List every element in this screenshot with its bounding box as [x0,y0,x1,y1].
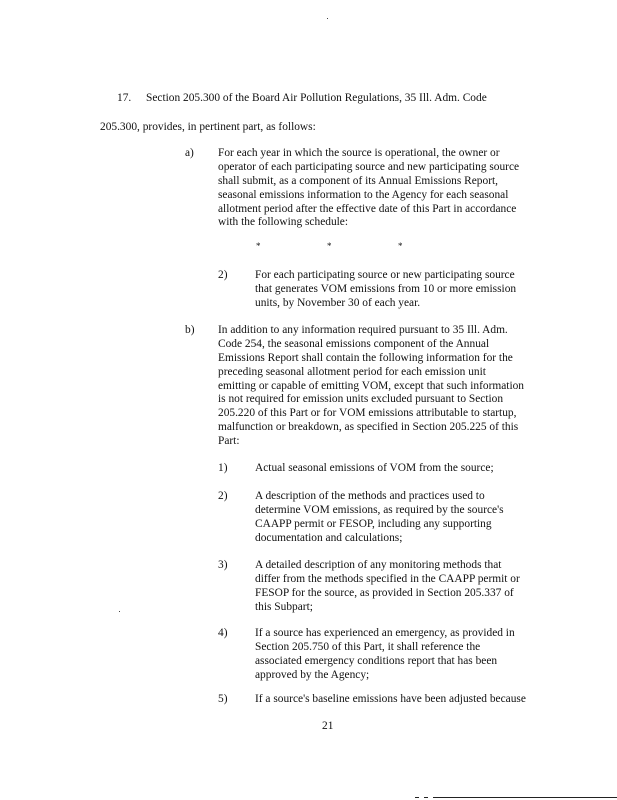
section-number: 17. [117,92,132,104]
text-line: units, by November 30 of each year. [255,296,421,309]
footer-rule [433,797,617,798]
text-line: A detailed description of any monitoring methods that [255,559,502,571]
text-line: differ from the methods specified in the CAAPP permit or [255,572,520,585]
footer-dash [424,797,428,798]
item-b2-text [255,490,504,546]
item-b-label: b) [185,324,195,336]
text-line: that generates VOM emissions from 10 or more emission [255,282,517,295]
text-line: allotment period after the effective date of this Part in accordance [218,202,517,215]
scan-speck [327,18,328,19]
text-line: Part: [218,435,240,448]
item-b3-label: 3) [218,559,228,571]
text-line: approved by the Agency; [255,668,370,681]
item-b3-text [255,559,520,615]
text-line: shall submit, as a component of its Annual Emissions Report, [218,174,498,187]
scan-speck [119,611,120,612]
ellipsis-star: * [327,241,332,251]
item-b4-label: 4) [218,627,228,639]
text-line: For each year in which the source is operational, the owner or [218,147,500,159]
section-continuation: 205.300, provides, in pertinent part, as follows: [100,121,316,133]
text-line: operator of each participating source and new participating source [218,160,520,173]
text-line: In addition to any information required pursuant to 35 Ill. Adm. [218,324,508,336]
text-line: documentation and calculations; [255,531,403,544]
text-line: A description of the methods and practices used to [255,490,485,502]
item-b5-text [255,693,526,707]
section-heading: Section 205.300 of the Board Air Pollution Regulations, 35 Ill. Adm. Code [146,92,487,104]
text-line: with the following schedule: [218,216,349,229]
item-b-text [218,324,524,449]
text-line: this Subpart; [255,600,313,613]
item-b1-text [255,462,494,476]
text-line: FESOP for the source, as provided in Section 205.337 of [255,586,514,599]
text-line: For each participating source or new participating source [255,269,515,281]
item-a2-label: 2) [218,269,228,281]
text-line: associated emergency conditions report that has been [255,654,498,667]
text-line: seasonal emissions information to the Agency for each seasonal [218,188,509,201]
item-b1-label: 1) [218,462,228,474]
item-b2-label: 2) [218,490,228,502]
ellipsis-star: * [398,241,403,251]
text-line: preceding seasonal allotment period for each emission unit [218,365,486,378]
text-line: malfunction or breakdown, as specified in Section 205.225 of this [218,421,519,434]
item-a2-text [255,269,516,311]
text-line: emitting or capable of emitting VOM, except that such information [218,379,524,392]
text-line: Emissions Report shall contain the following information for the [218,351,513,364]
item-a-label: a) [185,147,194,159]
footer-dash [415,797,419,798]
text-line: determine VOM emissions, as required by the source's [255,503,504,516]
text-line: 205.220 of this Part or for VOM emissions attributable to startup, [218,407,517,420]
item-b5-label: 5) [218,693,228,705]
item-a-text [218,147,519,230]
text-line: Actual seasonal emissions of VOM from the source; [255,462,494,474]
item-b4-text [255,627,515,683]
text-line: If a source's baseline emissions have been adjusted because [255,693,526,705]
text-line: CAAPP permit or FESOP, including any supporting [255,517,492,530]
text-line: is not required for emission units excluded pursuant to Section [218,393,504,406]
text-line: If a source has experienced an emergency, as provided in [255,627,515,639]
ellipsis-star: * [256,241,261,251]
text-line: Code 254, the seasonal emissions component of the Annual [218,337,490,350]
text-line: Section 205.750 of this Part, it shall reference the [255,640,481,653]
page-number: 21 [322,720,334,732]
